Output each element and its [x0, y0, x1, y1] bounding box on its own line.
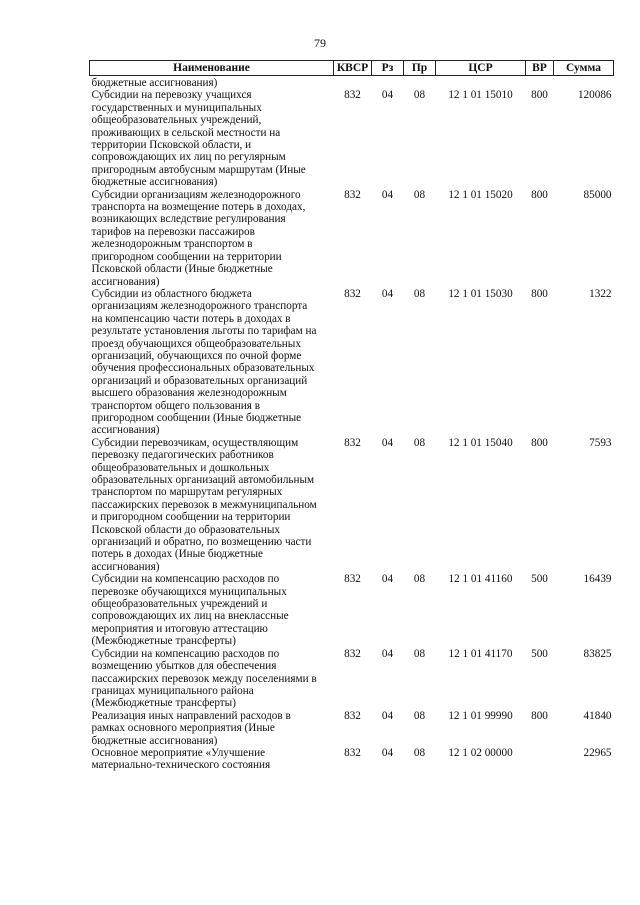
row-vr: 500: [531, 573, 548, 586]
row-vr: 800: [531, 436, 548, 449]
row-vr: 800: [531, 287, 548, 300]
row-name-line: пригородном сообщении на территории: [91, 250, 282, 263]
row-name-line: общеобразовательных и дошкольных: [91, 461, 270, 474]
row-vr: [526, 747, 554, 772]
row-pr: 08: [413, 188, 426, 201]
row-name: [90, 437, 334, 573]
row-name-line: бюджетные ассигнования): [91, 77, 218, 89]
row-pr: 08: [413, 287, 426, 300]
table-row: [90, 747, 614, 772]
row-sum: 16439: [583, 573, 612, 586]
row-rz: 04: [381, 287, 394, 300]
row-rz: [372, 76, 404, 90]
row-name-line: (Межбюджетные трансферты): [91, 697, 236, 710]
row-kvsr: [334, 76, 372, 90]
row-name-line: территории Псковской области, и: [91, 139, 252, 152]
table-row: [90, 573, 614, 647]
row-name-line: результате установления льготы по тарифам на: [91, 325, 317, 338]
row-name: [90, 89, 334, 188]
header-pr: Пр: [404, 61, 436, 76]
row-kvsr: 832: [344, 188, 361, 201]
row-name-line: Субсидии на компенсацию расходов по: [91, 647, 280, 660]
row-name-line: организаций и обратно, по возмещению части: [91, 536, 312, 549]
row-rz: 04: [381, 573, 394, 586]
row-kvsr: 832: [344, 573, 361, 586]
header-kvsr: КВСР: [334, 61, 372, 76]
row-rz: 04: [381, 89, 394, 102]
row-sum: 41840: [583, 709, 612, 722]
row-name-line: транспорта на возмещение потерь в доходах,: [91, 201, 306, 214]
row-name: [90, 288, 334, 437]
row-name-line: перевозку педагогических работников: [91, 449, 274, 462]
row-name-line: мероприятия и итоговую аттестацию: [91, 622, 268, 635]
table-row: [90, 710, 614, 747]
row-rz: 04: [381, 188, 394, 201]
row-kvsr: 832: [344, 436, 361, 449]
row-name-line: границах муниципального района: [91, 684, 254, 697]
row-pr: [404, 76, 436, 90]
row-rz: 04: [381, 709, 394, 722]
row-name-line: пассажирских перевозок между поселениями в: [91, 672, 317, 685]
table-row: [90, 189, 614, 288]
row-sum: [554, 76, 614, 90]
row-csr: 12 1 02 00000: [448, 746, 513, 759]
row-vr: 800: [531, 188, 548, 201]
row-name-line: перевозке обучающихся муниципальных: [91, 585, 287, 598]
row-name-line: бюджетные ассигнования): [91, 734, 218, 747]
header-rz: Рз: [372, 61, 404, 76]
row-sum: 83825: [583, 647, 612, 660]
row-name-line: Основное мероприятие «Улучшение: [91, 746, 266, 759]
table-row: [90, 288, 614, 437]
row-kvsr: 832: [344, 746, 361, 759]
row-name-line: организаций и образовательных организаций: [91, 374, 308, 387]
row-csr: 12 1 01 15040: [448, 436, 513, 449]
row-pr: 08: [413, 647, 426, 660]
header-name: Наименование: [90, 61, 334, 76]
row-name-line: тарифов на перевозки пассажиров: [91, 225, 255, 238]
row-name: [90, 573, 334, 647]
row-kvsr: 832: [344, 287, 361, 300]
row-name-line: Реализация иных направлений расходов в: [91, 709, 291, 722]
row-name-line: возмещению убытков для обеспечения: [91, 660, 277, 673]
row-name-line: сопровождающих их лиц по регулярным: [91, 151, 286, 164]
row-pr: 08: [413, 746, 426, 759]
row-name-line: проезд обучающихся общеобразовательных: [91, 337, 301, 350]
row-vr: [526, 76, 554, 90]
row-vr: 800: [531, 709, 548, 722]
row-name-line: материально-технического состояния: [91, 759, 271, 772]
row-name-line: Субсидии перевозчикам, осуществляющим: [91, 436, 299, 449]
row-name-line: государственных и муниципальных: [91, 101, 262, 114]
row-sum: 7593: [589, 436, 612, 449]
row-name-line: обучения профессиональных образовательных: [91, 362, 315, 375]
row-name-line: организаций, обучающихся по очной форме: [91, 349, 302, 362]
row-csr: 12 1 01 15020: [448, 188, 513, 201]
row-vr: 500: [531, 647, 548, 660]
row-sum: 1322: [589, 287, 612, 300]
row-pr: 08: [413, 573, 426, 586]
row-name-line: транспортом общего пользования в: [91, 399, 260, 412]
header-vr: ВР: [526, 61, 554, 76]
row-name-line: проживающих в сельской местности на: [91, 126, 281, 139]
row-sum: 120086: [577, 89, 612, 102]
row-csr: 12 1 01 15030: [448, 287, 513, 300]
row-name-line: бюджетные ассигнования): [91, 176, 218, 189]
row-rz: 04: [381, 746, 394, 759]
row-name-line: транспортом по маршрутам регулярных: [91, 486, 283, 499]
row-name-line: и пригородном сообщении на территории: [91, 511, 291, 524]
table-row: [90, 648, 614, 710]
row-name-line: образовательных организаций автомобильным: [91, 474, 315, 486]
row-name-line: ассигнования): [91, 424, 160, 437]
row-name-line: Субсидии на компенсацию расходов по: [91, 573, 280, 586]
row-name-line: Субсидии на перевозку учащихся: [91, 89, 252, 102]
row-csr: 12 1 01 41170: [448, 647, 513, 660]
row-name-line: возникающих вследствие регулирования: [91, 213, 286, 226]
row-name-line: общеобразовательных учреждений,: [91, 114, 262, 127]
row-csr: 12 1 01 41160: [448, 573, 513, 586]
row-name: [90, 76, 334, 90]
table-row: [90, 437, 614, 573]
row-name-line: пригородном сообщении (Иные бюджетные: [91, 411, 302, 424]
row-name-line: сопровождающих их лиц на внеклассные: [91, 610, 289, 623]
row-name-line: пригородным автобусным маршрутам (Иные: [91, 163, 306, 176]
row-name-line: Субсидии организациям железнодорожного: [91, 188, 301, 201]
row-name-line: Субсидии из областного бюджета: [91, 287, 252, 300]
table-header-row: [90, 61, 614, 76]
header-sum: Сумма: [554, 61, 614, 76]
table-body: [90, 76, 614, 772]
row-rz: 04: [381, 436, 394, 449]
header-csr: ЦСР: [436, 61, 526, 76]
row-name: [90, 747, 334, 772]
row-csr: 12 1 01 99990: [448, 709, 513, 722]
row-name-line: организациям железнодорожного транспорта: [91, 300, 308, 313]
row-name-line: общеобразовательных учреждений и: [91, 598, 268, 611]
row-name-line: Псковской области до образовательных: [91, 523, 280, 536]
row-name-line: ассигнования): [91, 560, 160, 573]
row-name-line: потерь в доходах (Иные бюджетные: [91, 548, 264, 561]
row-name-line: ассигнования): [91, 275, 160, 288]
table-row: [90, 76, 614, 90]
row-pr: 08: [413, 89, 426, 102]
row-pr: 08: [413, 709, 426, 722]
page-number: 79: [314, 36, 326, 50]
row-kvsr: 832: [344, 709, 361, 722]
row-name-line: рамках основного мероприятия (Иные: [91, 722, 275, 735]
row-csr: [436, 76, 526, 90]
row-name: [90, 648, 334, 710]
row-pr: 08: [413, 436, 426, 449]
row-name-line: (Межбюджетные трансферты): [91, 635, 236, 648]
table-row: [90, 89, 614, 188]
row-name-line: на компенсацию части потерь в доходах в: [91, 312, 291, 325]
row-name-line: высшего образования железнодорожным: [91, 387, 287, 400]
row-name-line: Псковской области (Иные бюджетные: [91, 263, 273, 276]
row-rz: 04: [381, 647, 394, 660]
row-sum: 85000: [583, 188, 612, 201]
row-sum: 22965: [583, 746, 612, 759]
row-kvsr: 832: [344, 647, 361, 660]
row-name: [90, 189, 334, 288]
row-kvsr: 832: [344, 89, 361, 102]
row-name-line: железнодорожным транспортом в: [91, 238, 253, 251]
row-csr: 12 1 01 15010: [448, 89, 513, 102]
row-name-line: пассажирских перевозок в межмуниципальном: [91, 498, 317, 511]
row-name: [90, 710, 334, 747]
budget-table: [89, 60, 614, 772]
row-vr: 800: [531, 89, 548, 102]
